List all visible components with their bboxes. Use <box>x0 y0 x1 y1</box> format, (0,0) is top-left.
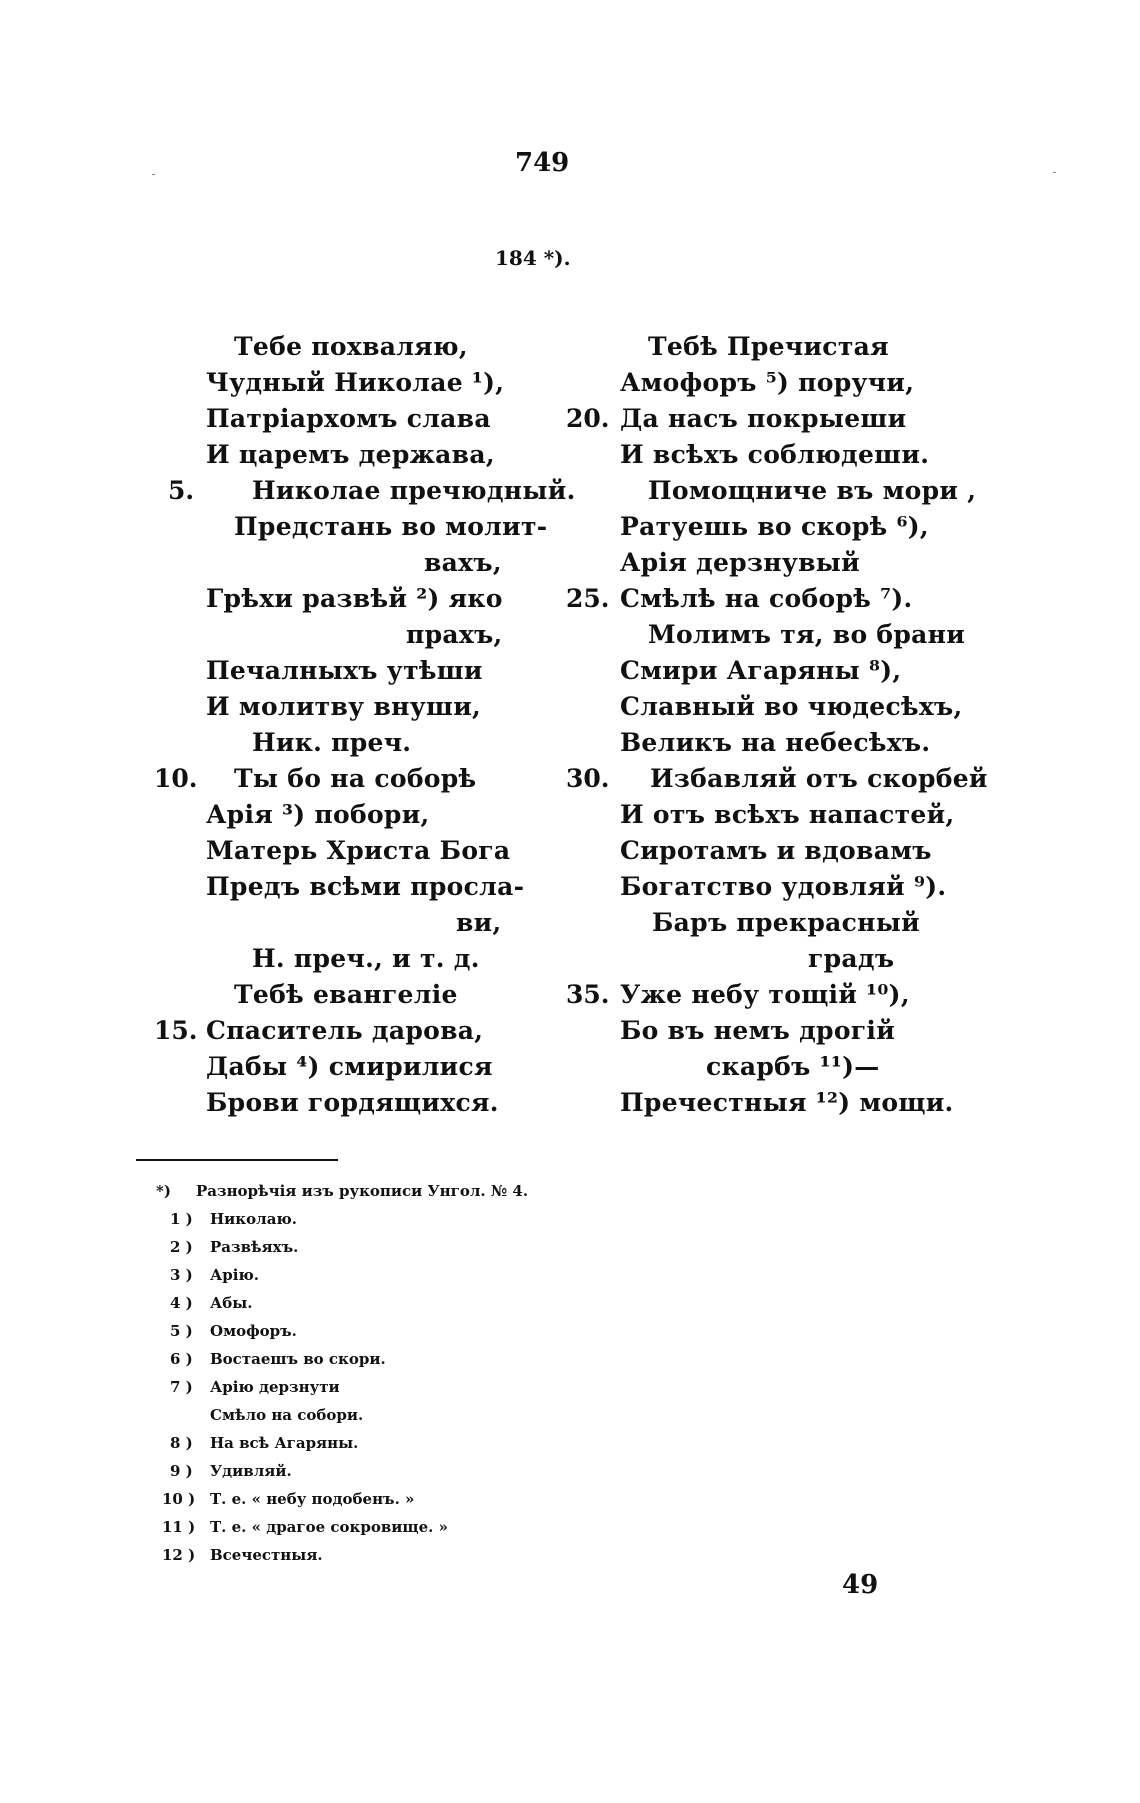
verse-line: И молитву внуши, <box>206 692 482 721</box>
footnote-text: Смѣло на собори. <box>210 1406 364 1424</box>
verse-line: градъ <box>808 944 895 973</box>
footnote-number: 6 ) <box>170 1350 193 1368</box>
line-number: 25. <box>566 584 610 613</box>
footnote-number: 9 ) <box>170 1462 193 1480</box>
verse-line: Патріархомъ слава <box>206 404 491 433</box>
footnote-number: 1 ) <box>170 1210 193 1228</box>
footnote-text: Т. е. « небу подобенъ. » <box>210 1490 415 1508</box>
footnote-text: Всечестныя. <box>210 1546 323 1564</box>
verse-line: Тебѣ евангеліе <box>234 980 458 1009</box>
footnote-text: Омофоръ. <box>210 1322 297 1340</box>
footnote-text: Т. е. « драгое сокровище. » <box>210 1518 448 1536</box>
verse-line: Смири Агаряны ⁸), <box>620 656 902 685</box>
line-number: 20. <box>566 404 610 433</box>
verse-line: Сиротамъ и вдовамъ <box>620 836 932 865</box>
footnote-number: 10 ) <box>162 1490 196 1508</box>
verse-line: прахъ, <box>406 620 503 649</box>
footnote-text: Николаю. <box>210 1210 298 1228</box>
verse-line: Великъ на небесѣхъ. <box>620 728 931 757</box>
verse-line: Тебе похваляю, <box>234 332 468 361</box>
verse-line: Амофоръ ⁵) поручи, <box>620 368 915 397</box>
verse-line: Бо въ немъ дрогій <box>620 1016 896 1045</box>
verse-line: Смѣлѣ на соборѣ ⁷). <box>620 584 913 613</box>
line-number: 30. <box>566 764 610 793</box>
verse-line: Брови гордящихся. <box>206 1088 499 1117</box>
footnote-number: 5 ) <box>170 1322 193 1340</box>
verse-line: Арія дерзнувый <box>620 548 860 577</box>
verse-line: Уже небу тощій ¹⁰), <box>620 980 910 1009</box>
verse-line: Предъ всѣми просла- <box>206 872 525 901</box>
page-number: 749 <box>515 148 570 178</box>
footnote-text: Востаешъ во скори. <box>210 1350 386 1368</box>
verse-line: вахъ, <box>424 548 502 577</box>
verse-line: И царемъ держава, <box>206 440 495 469</box>
verse-line: Н. преч., и т. д. <box>252 944 480 973</box>
signature-mark: 49 <box>842 1570 879 1600</box>
verse-line: Спаситель дарова, <box>206 1016 484 1045</box>
verse-line: Тебѣ Пречистая <box>648 332 889 361</box>
line-number: 35. <box>566 980 610 1009</box>
footnote-number: 7 ) <box>170 1378 193 1396</box>
footnote-text: Абы. <box>210 1294 253 1312</box>
verse-line: Чудный Николае ¹), <box>206 368 505 397</box>
verse-line: И всѣхъ соблюдеши. <box>620 440 930 469</box>
verse-line: ви, <box>456 908 502 937</box>
footnote-rule <box>136 1159 338 1161</box>
verse-line: Матерь Христа Бога <box>206 836 511 865</box>
line-number: 5. <box>168 476 195 505</box>
verse-line: Да насъ покрыеши <box>620 404 907 433</box>
verse-line: И отъ всѣхъ напастей, <box>620 800 955 829</box>
footnote-number: 4 ) <box>170 1294 193 1312</box>
verse-line: Баръ прекрасный <box>652 908 920 937</box>
verse-line: Славный во чюдесѣхъ, <box>620 692 963 721</box>
line-number: 10. <box>154 764 198 793</box>
verse-line: Ник. преч. <box>252 728 412 757</box>
footnote-number: 8 ) <box>170 1434 193 1452</box>
footnote-text: На всѣ Агаряны. <box>210 1434 359 1452</box>
verse-line: Молимъ тя, во брани <box>648 620 966 649</box>
footnote-number: *) <box>156 1182 171 1200</box>
scan-speck <box>1053 172 1056 173</box>
footnote-number: 3 ) <box>170 1266 193 1284</box>
footnote-number: 2 ) <box>170 1238 193 1256</box>
verse-line: Арія ³) побори, <box>206 800 430 829</box>
verse-line: Печалныхъ утѣши <box>206 656 483 685</box>
verse-line: скарбъ ¹¹)— <box>706 1052 880 1081</box>
footnote-number: 11 ) <box>162 1518 196 1536</box>
verse-line: Богатство удовляй ⁹). <box>620 872 947 901</box>
footnote-text: Арію дерзнути <box>210 1378 340 1396</box>
footnote-text: Удивляй. <box>210 1462 292 1480</box>
verse-line: Грѣхи развѣй ²) яко <box>206 584 503 613</box>
verse-line: Ратуешь во скорѣ ⁶), <box>620 512 929 541</box>
verse-line: Ты бо на соборѣ <box>234 764 477 793</box>
hymn-number: 184 *). <box>495 246 571 270</box>
verse-line: Предстань во молит- <box>234 512 548 541</box>
verse-line: Помощниче въ мори , <box>648 476 977 505</box>
verse-line: Избавляй отъ скорбей <box>650 764 988 793</box>
verse-line: Дабы ⁴) смирилися <box>206 1052 493 1081</box>
footnote-text: Развѣяхъ. <box>210 1238 299 1256</box>
footnote-text: Арію. <box>210 1266 260 1284</box>
footnote-number: 12 ) <box>162 1546 196 1564</box>
verse-line: Пречестныя ¹²) мощи. <box>620 1088 954 1117</box>
line-number: 15. <box>154 1016 198 1045</box>
scan-speck <box>152 174 155 175</box>
verse-line: Николае пречюдный. <box>252 476 576 505</box>
footnote-text: Разнорѣчія изъ рукописи Унгол. № 4. <box>196 1182 529 1200</box>
